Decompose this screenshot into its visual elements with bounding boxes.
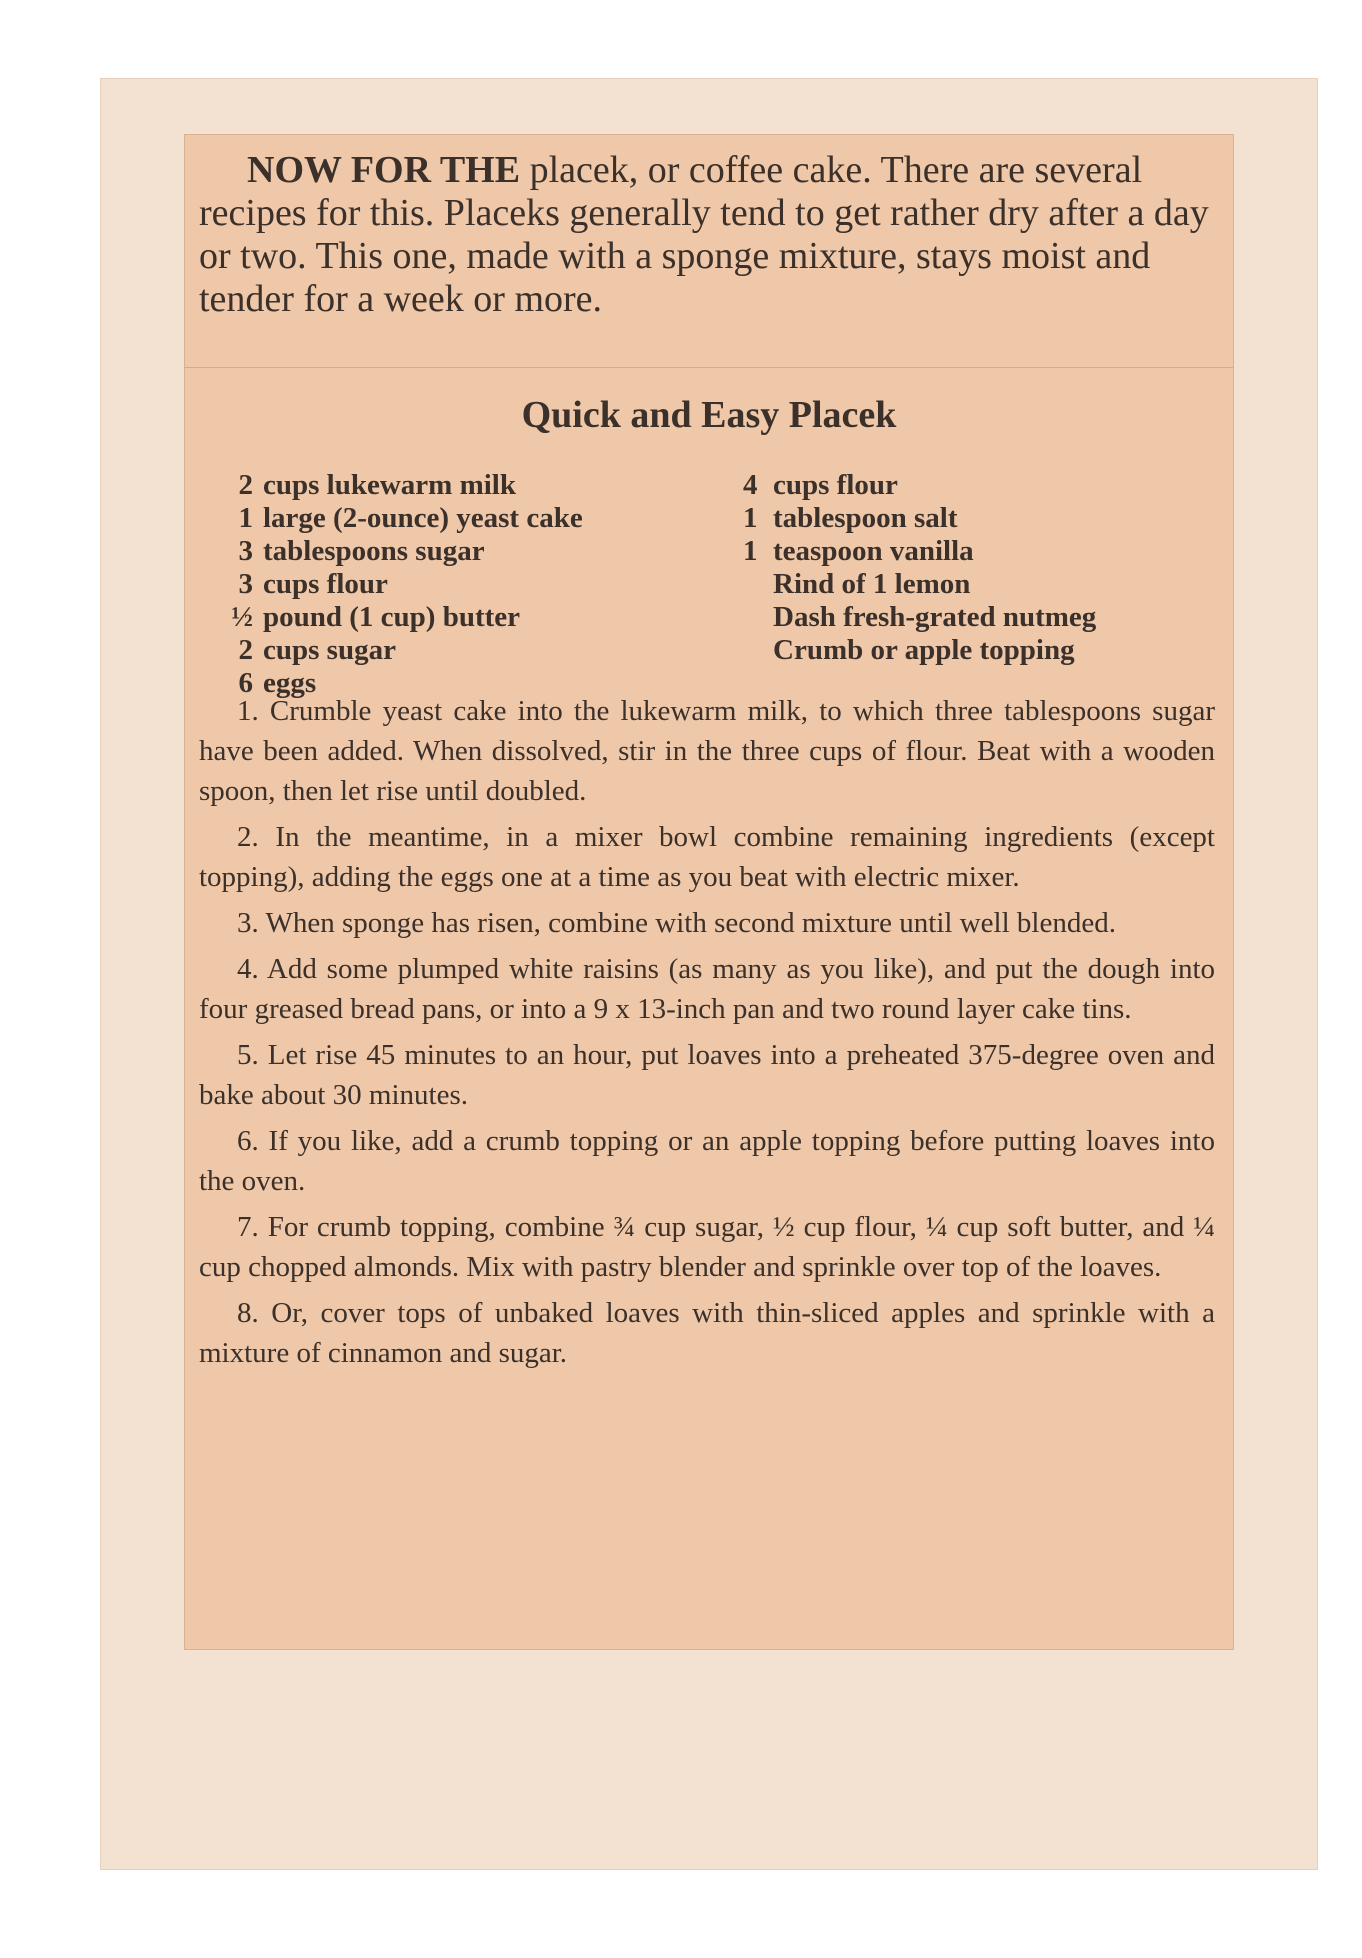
intro-paragraph	[199, 149, 1215, 321]
ingredient-item: Rind of 1 lemon	[773, 568, 971, 600]
ingredient-item: Dash fresh-grated nutmeg	[773, 601, 1097, 633]
ingredient-qty: 1	[238, 502, 253, 534]
intro-lead: NOW FOR THE	[247, 149, 521, 191]
instruction-step: 8. Or, cover tops of unbaked loaves with thin-sliced apples and sprinkle with a mixture of cinnamon and sugar.	[199, 1297, 1215, 1369]
ingredient-qty: 4	[743, 469, 758, 501]
newspaper-clipping	[184, 134, 1234, 1650]
ingredient-item: large (2-ounce) yeast cake	[263, 502, 583, 534]
ingredient-item: teaspoon vanilla	[773, 535, 974, 567]
ingredient-item: tablespoons sugar	[263, 535, 485, 567]
ingredient-row	[743, 469, 1223, 502]
ingredients-right-column	[743, 469, 1223, 667]
ingredient-item: cups flour	[773, 469, 898, 501]
ingredient-qty: 1	[743, 502, 758, 534]
ingredient-row	[743, 535, 1223, 568]
ingredient-row	[219, 634, 759, 667]
ingredient-row	[219, 469, 759, 502]
ingredient-row	[219, 601, 759, 634]
fold-line	[185, 367, 1233, 368]
instruction-step: 5. Let rise 45 minutes to an hour, put loaves into a preheated 375-degree oven and bake about 30 minutes.	[199, 1039, 1215, 1111]
ingredient-item: pound (1 cup) butter	[263, 601, 521, 633]
instructions	[199, 691, 1215, 1379]
ingredient-qty: 1	[743, 535, 758, 567]
ingredient-item: cups lukewarm milk	[263, 469, 516, 501]
ingredient-item: eggs	[263, 667, 317, 699]
ingredient-row	[743, 502, 1223, 535]
ingredient-item: cups flour	[263, 568, 388, 600]
recipe-title: Quick and Easy Placek	[521, 394, 897, 436]
ingredient-row	[219, 568, 759, 601]
intro-text: placek, or coffee cake. There are several recipes for this. Placeks generally tend to get rather dry after a day or two. This one, made with a sponge mixture, stays moist and tender for a week or more.	[199, 149, 1209, 320]
ingredient-row	[219, 535, 759, 568]
ingredient-item: Crumb or apple topping	[773, 634, 1075, 666]
ingredient-qty: 3	[238, 535, 253, 567]
ingredient-row	[743, 601, 1223, 634]
instruction-step: 4. Add some plumped white raisins (as many as you like), and put the dough into four greased bread pans, or into a 9 x 13-inch pan and two round layer cake tins.	[199, 953, 1215, 1025]
instruction-step: 7. For crumb topping, combine ¾ cup sugar, ½ cup flour, ¼ cup soft butter, and ¼ cup chopped almonds. Mix with pastry blender and sprinkle over top of the loaves.	[199, 1211, 1215, 1283]
instruction-step: 6. If you like, add a crumb topping or an apple topping before putting loaves into the oven.	[199, 1125, 1215, 1197]
ingredient-qty: 2	[238, 634, 253, 666]
ingredient-item: cups sugar	[263, 634, 396, 666]
ingredient-qty: 6	[238, 667, 253, 699]
ingredient-qty: ½	[231, 601, 253, 633]
ingredient-qty: 3	[238, 568, 253, 600]
instruction-step: 3. When sponge has risen, combine with second mixture until well blended.	[237, 907, 1116, 939]
ingredients-left-column	[219, 469, 759, 700]
ingredient-row	[743, 568, 1223, 601]
ingredient-item: tablespoon salt	[773, 502, 958, 534]
instruction-step: 1. Crumble yeast cake into the lukewarm milk, to which three tablespoons sugar have been added. When dissolved, stir in the three cups of flour. Beat with a wooden spoon, then let rise until doubled.	[199, 695, 1215, 807]
instruction-step: 2. In the meantime, in a mixer bowl combine remaining ingredients (except topping), adding the eggs one at a time as you beat with electric mixer.	[199, 821, 1215, 893]
ingredient-qty: 2	[238, 469, 253, 501]
ingredient-row	[219, 502, 759, 535]
ingredient-row	[743, 634, 1223, 667]
